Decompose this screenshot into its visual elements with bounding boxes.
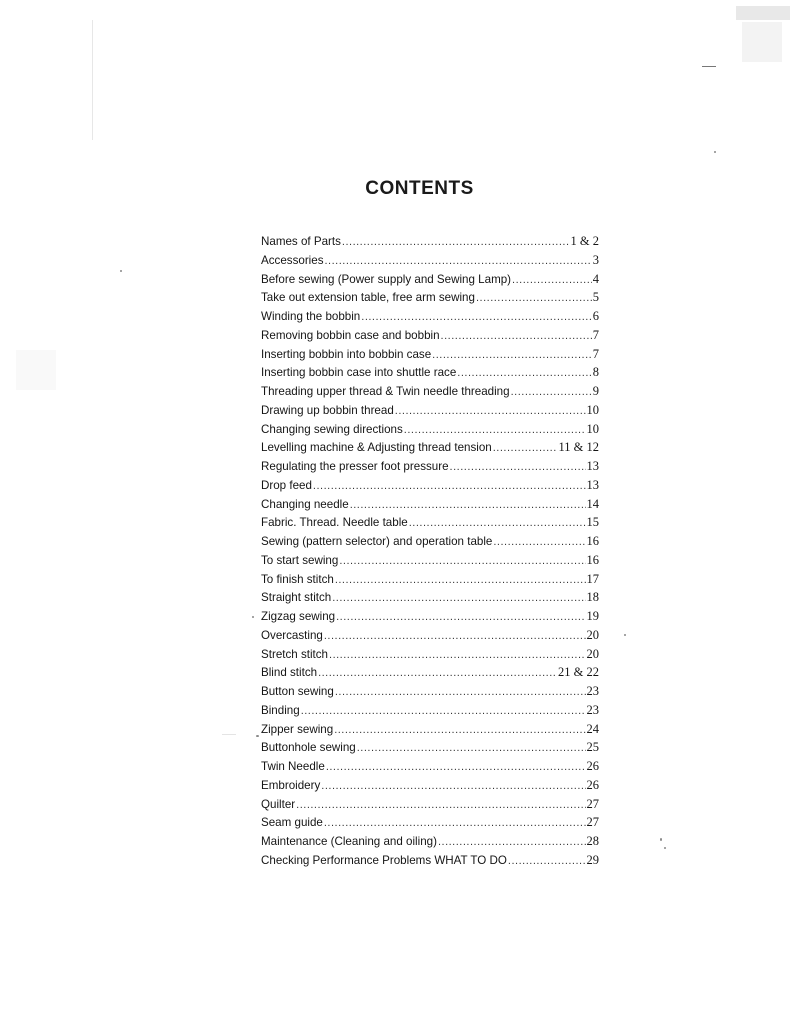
toc-entry-label: Regulating the presser foot pressure [261,460,449,473]
toc-entry-page: 20 [586,627,599,642]
toc-entry-label: Overcasting [261,628,323,642]
toc-entry [261,232,599,251]
toc-entry-page: 26 [586,759,599,773]
toc-entry-label: Changing sewing directions [261,422,403,436]
toc-entry-label: Checking Performance Problems WHAT TO DO [261,853,507,867]
toc-entry [261,551,599,570]
scan-smudge [742,22,782,62]
toc-entry-page: 15 [586,515,599,530]
toc-entry [261,701,599,720]
toc-leader-dots [326,758,586,777]
toc-entry [261,363,599,382]
toc-leader-dots [321,777,585,796]
toc-entry-label: Inserting bobbin case into shuttle race [261,366,457,380]
toc-entry-label: Straight stitch [261,591,332,605]
toc-entry [261,326,599,345]
toc-entry [261,720,599,739]
toc-entry [261,438,599,457]
scan-mark [702,66,716,67]
toc-entry [261,588,599,607]
toc-entry-page: 8 [592,365,599,380]
toc-entry-page: 7 [592,346,599,361]
toc-entry [261,495,599,514]
toc-entry [261,851,599,870]
toc-leader-dots [335,571,586,590]
scan-speck [660,838,662,841]
toc-leader-dots [409,514,586,533]
toc-entry [261,626,599,645]
toc-entry-label: Embroidery [261,778,321,792]
toc-leader-dots [361,308,591,327]
toc-entry-page: 6 [592,309,599,323]
toc-entry-label: Accessories [261,253,324,267]
toc-entry-label: Removing bobbin case and bobbin [261,328,440,342]
toc-entry [261,776,599,795]
toc-entry-label: Names of Parts [261,235,341,248]
toc-entry-label: Drawing up bobbin thread [261,403,394,417]
toc-entry-label: Buttonhole sewing [261,741,356,755]
toc-entry-page: 13 [586,459,599,473]
toc-leader-dots [329,646,585,665]
toc-entry [261,607,599,626]
toc-leader-dots [512,271,592,290]
toc-leader-dots [476,289,592,308]
toc-entry-label: Blind stitch [261,666,318,680]
toc-leader-dots [325,252,592,271]
toc-entry-label: Twin Needle [261,760,325,773]
toc-entry-page: 16 [586,534,599,548]
toc-entry [261,832,599,851]
toc-leader-dots [332,589,585,608]
toc-leader-dots [335,683,586,702]
scan-speck [664,847,666,849]
toc-entry-label: Levelling machine & Adjusting thread tension [261,441,492,455]
toc-entry-page: 28 [586,834,599,848]
toc-entry-label: Drop feed [261,478,312,492]
toc-leader-dots [493,533,585,552]
toc-entry-page: 10 [586,402,599,417]
toc-entry-page: 27 [586,796,599,811]
toc-entry-label: To finish stitch [261,572,334,586]
toc-entry-label: Threading upper thread & Twin needle threading [261,385,510,398]
toc-entry [261,513,599,532]
toc-entry-label: Winding the bobbin [261,310,361,323]
toc-entry-label: Seam guide [261,816,323,830]
toc-entry-label: Sewing (pattern selector) and operation table [261,535,493,548]
toc-entry-page: 5 [592,290,599,305]
toc-entry-page: 26 [586,777,599,792]
toc-entry-page: 29 [586,852,599,867]
scan-smudge [736,6,790,20]
toc-entry [261,476,599,495]
toc-entry [261,738,599,757]
scan-smudge [16,350,56,390]
toc-entry [261,795,599,814]
toc-entry [261,382,599,401]
toc-entry [261,813,599,832]
toc-leader-dots [438,833,586,852]
toc-leader-dots [493,439,558,458]
toc-entry-page: 7 [592,327,599,342]
toc-entry-label: Button sewing [261,685,334,698]
toc-entry-label: Zigzag sewing [261,610,336,623]
toc-entry [261,401,599,420]
toc-entry [261,251,599,270]
toc-leader-dots [336,608,585,627]
scan-edge-line [92,20,93,140]
toc-entry-label: Maintenance (Cleaning and oiling) [261,835,437,848]
toc-entry [261,532,599,551]
toc-leader-dots [334,721,585,740]
toc-entry-page: 3 [592,252,599,267]
toc-entry-label: Fabric. Thread. Needle table [261,516,408,530]
toc-entry [261,663,599,682]
toc-entry [261,645,599,664]
toc-entry-label: Quilter [261,797,296,811]
toc-leader-dots [301,702,586,721]
toc-entry [261,307,599,326]
toc-entry [261,270,599,289]
toc-entry [261,682,599,701]
toc-entry-page: 14 [586,496,599,511]
table-of-contents [261,232,599,870]
toc-entry-page: 23 [586,702,599,717]
toc-leader-dots [324,814,586,833]
toc-entry-label: Take out extension table, free arm sewing [261,291,475,305]
toc-leader-dots [357,739,586,758]
toc-leader-dots [457,364,591,383]
toc-leader-dots [441,327,592,346]
toc-entry [261,288,599,307]
toc-leader-dots [313,477,586,496]
toc-entry-page: 27 [586,815,599,830]
toc-entry [261,345,599,364]
toc-entry-page: 17 [586,571,599,586]
toc-leader-dots [404,421,586,440]
toc-entry-page: 18 [586,590,599,605]
toc-leader-dots [395,402,586,421]
toc-entry-label: Stretch stitch [261,647,329,661]
toc-entry-page: 25 [586,740,599,755]
toc-entry [261,570,599,589]
toc-entry-page: 11 & 12 [558,440,599,455]
toc-entry-label: Changing needle [261,497,349,511]
toc-entry-page: 16 [586,552,599,567]
toc-leader-dots [432,346,592,365]
toc-entry-label: Before sewing (Power supply and Sewing Lamp) [261,272,512,286]
toc-entry-page: 19 [586,609,599,623]
toc-entry [261,420,599,439]
scan-speck [120,270,122,272]
toc-leader-dots [511,383,592,402]
toc-entry [261,457,599,476]
scan-mark [222,734,236,735]
scan-speck [714,151,716,153]
toc-entry-page: 24 [586,721,599,736]
toc-leader-dots [296,796,585,815]
toc-entry-label: Binding [261,703,300,717]
toc-leader-dots [342,233,570,252]
toc-leader-dots [318,664,557,683]
toc-entry-page: 4 [592,271,599,286]
toc-entry-page: 1 & 2 [570,234,599,248]
toc-leader-dots [339,552,585,571]
scan-speck [624,634,626,636]
toc-entry-page: 23 [586,684,599,698]
toc-leader-dots [450,458,586,477]
toc-leader-dots [324,627,586,646]
toc-entry-page: 10 [586,421,599,436]
toc-entry-page: 20 [586,646,599,661]
toc-leader-dots [350,496,586,515]
toc-entry-label: Zipper sewing [261,722,334,736]
toc-leader-dots [508,852,586,871]
toc-entry-page: 9 [592,384,599,398]
toc-entry [261,757,599,776]
toc-entry-label: To start sewing [261,553,339,567]
page-title: CONTENTS [365,178,474,199]
scan-speck [252,616,254,618]
toc-entry-page: 21 & 22 [558,665,599,680]
toc-entry-page: 13 [586,477,599,492]
toc-entry-label: Inserting bobbin into bobbin case [261,347,432,361]
scan-speck [256,735,259,737]
